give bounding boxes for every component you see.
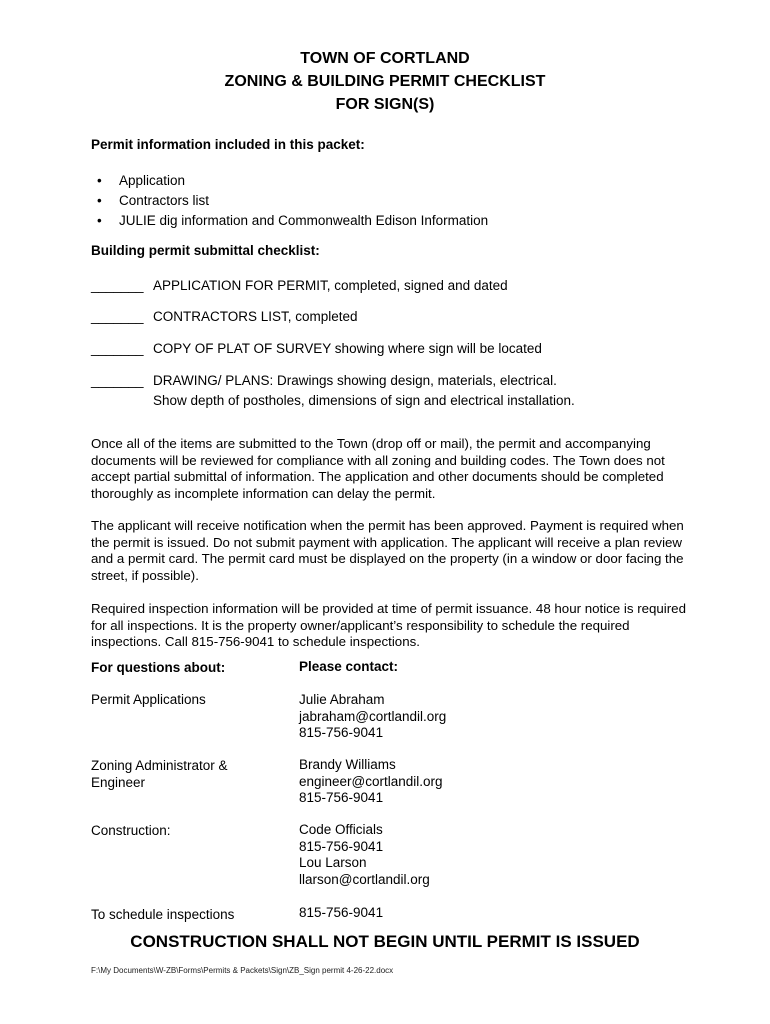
list-item: • JULIE dig information and Commonwealth Edison Information <box>91 211 488 231</box>
paragraph-inspections: Required inspection information will be provided at time of permit issuance. 48 hour notice is required for all inspections. It is the property owner/applicant’s responsibility to schedule the required inspections. Call 815-756-9041 to schedule inspections. <box>91 601 686 649</box>
checklist-text: APPLICATION FOR PERMIT, completed, signed and dated <box>153 278 508 293</box>
checklist-text: COPY OF PLAT OF SURVEY showing where sign will be located <box>153 341 542 356</box>
contact-name: Brandy Williams <box>299 757 396 772</box>
contact-name: Julie Abraham <box>299 692 385 707</box>
contact-info <box>299 692 446 742</box>
construction-warning: CONSTRUCTION SHALL NOT BEGIN UNTIL PERMIT IS ISSUED <box>130 932 640 951</box>
checklist-text: CONTRACTORS LIST, completed <box>153 309 358 324</box>
checklist-heading: Building permit submittal checklist: <box>91 243 320 258</box>
checklist-blank: _______ <box>91 278 144 293</box>
contact-info <box>299 757 443 807</box>
list-item: • Contractors list <box>91 191 488 211</box>
contact-email: jabraham@cortlandil.org <box>299 708 447 724</box>
permit-info-list <box>91 171 488 231</box>
contact-info <box>299 905 383 922</box>
checklist-blank: _______ <box>91 341 144 356</box>
contact-phone: 815-756-9041 <box>299 790 384 805</box>
title-line-1: TOWN OF CORTLAND <box>300 50 470 67</box>
permit-info-heading: Permit information included in this packet: <box>91 137 365 152</box>
checklist-item-drawings <box>91 373 575 408</box>
paragraph-review: Once all of the items are submitted to the Town (drop off or mail), the permit and accompanying documents will be reviewed for compliance with all zoning and building codes. The Town does not accept partial submittal of information. The application and other documents should be completed thoroughly as incomplete information can delay the permit. <box>91 436 665 501</box>
contact-label: Permit Applications <box>91 692 206 707</box>
checklist-item-plat-survey <box>91 341 542 356</box>
contact-name: Code Officials <box>299 822 383 837</box>
contacts-header-left: For questions about: <box>91 660 226 675</box>
list-item: • Application <box>91 171 488 191</box>
document-title <box>0 47 770 116</box>
title-line-2: ZONING & BUILDING PERMIT CHECKLIST <box>224 73 546 90</box>
checklist-blank: _______ <box>91 309 144 324</box>
checklist-item-contractors <box>91 309 358 324</box>
contact-email: engineer@cortlandil.org <box>299 773 443 789</box>
contact-name: Lou Larson <box>299 855 367 870</box>
contact-phone: 815-756-9041 <box>299 838 384 854</box>
contact-email: llarson@cortlandil.org <box>299 871 430 887</box>
file-path-footer: F:\My Documents\W-ZB\Forms\Permits & Packets\Sign\ZB_Sign permit 4-26-22.docx <box>91 966 394 975</box>
contacts-header-right: Please contact: <box>299 659 399 674</box>
title-line-3: FOR SIGN(S) <box>335 96 435 113</box>
paragraph-notification: The applicant will receive notification when the permit has been approved. Payment is required when the permit is issued. Do not submit payment with application. The applicant will receive a plan review and a permit card. The permit card must be displayed on the property (in a window or door facing the street, if possible). <box>91 518 684 583</box>
contact-info <box>299 822 430 888</box>
contact-label: To schedule inspections <box>91 907 235 922</box>
checklist-text: DRAWING/ PLANS: Drawings showing design, materials, electrical. <box>153 373 557 388</box>
contact-label: Zoning Administrator & Engineer <box>91 758 228 790</box>
contact-phone: 815-756-9041 <box>299 725 384 740</box>
checklist-subtext: Show depth of postholes, dimensions of sign and electrical installation. <box>153 393 575 408</box>
checklist-blank: _______ <box>91 373 144 388</box>
contact-phone: 815-756-9041 <box>299 905 384 920</box>
contact-label: Construction: <box>91 823 171 838</box>
checklist-item-application <box>91 278 508 293</box>
